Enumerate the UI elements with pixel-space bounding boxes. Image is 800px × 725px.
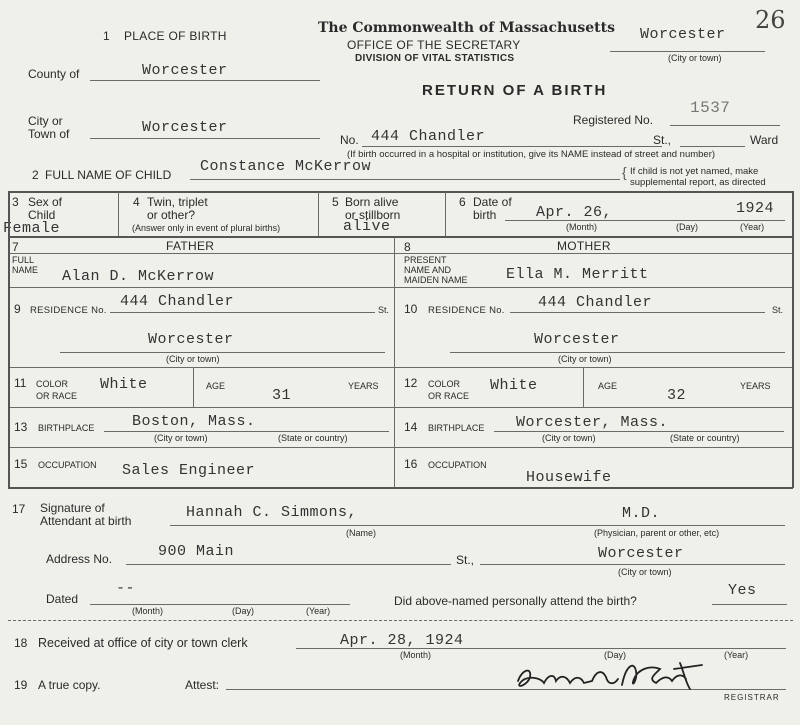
father-color-top-rule (8, 367, 394, 368)
city-line (90, 138, 320, 139)
father-occupation-value: Sales Engineer (122, 462, 256, 479)
attendant-city-value: Worcester (598, 545, 684, 562)
father-heading-rule (8, 253, 394, 254)
father-birthplace-value: Boston, Mass. (132, 413, 256, 430)
mother-occupation-value: Housewife (526, 469, 612, 486)
sex-value: Female (3, 220, 61, 237)
father-name-label: NAME (12, 265, 39, 275)
mother-maiden-label-1: NAME AND (404, 265, 452, 275)
attendant-city-line (480, 564, 785, 565)
father-name-line (8, 287, 394, 288)
field-number-3: 3 (12, 195, 19, 209)
alive-value: alive (343, 218, 391, 235)
father-bp-cap-state: (State or country) (278, 433, 348, 443)
dated-line (90, 604, 350, 605)
field-number-14: 14 (404, 420, 418, 434)
mother-color-bottom-rule (394, 407, 793, 408)
alive-label-2: or stillborn (345, 208, 401, 222)
field-number-2: 2 (32, 168, 39, 182)
mother-residence-label: RESIDENCE No. (428, 305, 505, 316)
mother-residence-value: 444 Chandler (538, 294, 653, 311)
rule-received-top (8, 620, 793, 621)
father-st-label: St. (378, 305, 390, 315)
alive-label-1: Born alive (345, 195, 399, 209)
father-years-label: YEARS (348, 381, 379, 391)
attend-question: Did above-named personally attend the birth? (394, 594, 637, 608)
field-number-7: 7 (12, 240, 19, 254)
brace-mark: { (622, 164, 627, 180)
county-value: Worcester (142, 62, 228, 79)
received-cap-day: (Day) (604, 650, 626, 660)
father-full-label: FULL (12, 255, 35, 265)
father-bp-cap-city: (City or town) (154, 433, 208, 443)
attendant-label-2: Attendant at birth (40, 514, 132, 528)
mother-age-value: 32 (667, 387, 687, 404)
dated-cap-day: (Day) (232, 606, 254, 616)
grid-div-4-5 (318, 192, 319, 236)
mother-city-line (450, 352, 785, 353)
ward-label: Ward (750, 133, 779, 147)
county-line (90, 80, 320, 81)
received-value: Apr. 28, 1924 (340, 632, 464, 649)
field-number-12: 12 (404, 376, 418, 390)
mother-present-label: PRESENT (404, 255, 447, 265)
child-name-label: FULL NAME OF CHILD (45, 168, 172, 182)
mother-occupation-label: OCCUPATION (428, 460, 487, 470)
county-label: County of (28, 67, 80, 81)
street-st-label: St., (653, 133, 672, 147)
grid-top-rule (8, 191, 793, 193)
registered-label: Registered No. (573, 113, 654, 127)
field-number-15: 15 (14, 457, 28, 471)
registered-value: 1537 (690, 99, 731, 117)
father-age-label: AGE (206, 381, 226, 391)
mother-st-label: St. (772, 305, 784, 315)
office-title: OFFICE OF THE SECRETARY (347, 38, 521, 52)
attendant-label-1: Signature of (40, 501, 105, 515)
field-number-18: 18 (14, 636, 28, 650)
mother-bp-cap-city: (City or town) (542, 433, 596, 443)
division-title: DIVISION OF VITAL STATISTICS (355, 53, 515, 64)
mother-years-label: YEARS (740, 381, 771, 391)
father-name-value: Alan D. McKerrow (62, 268, 215, 285)
father-color-label-1: COLOR (36, 379, 69, 389)
registered-line (670, 125, 780, 126)
registrar-label: REGISTRAR (724, 693, 780, 702)
father-city-value: Worcester (148, 331, 234, 348)
grid-left-border (8, 191, 10, 488)
city-label-2: Town of (28, 127, 70, 141)
attendant-physician-caption: (Physician, parent or other, etc) (594, 528, 720, 538)
header-city-caption: (City or town) (668, 53, 722, 63)
mother-color-label-1: COLOR (428, 379, 461, 389)
father-occ-top-rule (8, 447, 394, 448)
ward-line (680, 146, 745, 147)
mother-maiden-label-2: MAIDEN NAME (404, 275, 468, 285)
attendant-name-caption: (Name) (346, 528, 377, 538)
attendant-city-caption: (City or town) (618, 567, 672, 577)
received-cap-year: (Year) (724, 650, 749, 660)
dated-value: -- (116, 580, 136, 597)
father-residence-value: 444 Chandler (120, 293, 235, 310)
father-residence-label: RESIDENCE No. (30, 305, 107, 316)
date-label-2: birth (473, 208, 497, 222)
field-number-11: 11 (14, 376, 27, 390)
birth-cap-day: (Day) (676, 222, 698, 232)
birth-cap-year: (Year) (740, 222, 765, 232)
grid-rule-parents (8, 236, 793, 238)
field-number-13: 13 (14, 420, 28, 434)
mother-heading: MOTHER (557, 239, 611, 253)
father-birthplace-label: BIRTHPLACE (38, 423, 95, 433)
true-copy-label: A true copy. (38, 678, 101, 692)
birth-date-line (505, 220, 785, 221)
father-age-value: 31 (272, 387, 292, 404)
mother-birthplace-label: BIRTHPLACE (428, 423, 485, 433)
field-number-19: 19 (14, 678, 28, 692)
sex-label-1: Sex of (28, 195, 63, 209)
attendant-name-value: Hannah C. Simmons, (186, 504, 358, 521)
registrar-signature (510, 655, 720, 695)
twin-note: (Answer only in event of plural births) (132, 223, 281, 233)
parents-divider (394, 237, 395, 487)
attendant-name-line (170, 525, 785, 526)
attendant-md-value: M.D. (622, 505, 661, 522)
twin-label-1: Twin, triplet (147, 195, 208, 209)
attendant-st-label: St., (456, 553, 475, 567)
grid-rule-attendant (8, 487, 793, 489)
header-city-value: Worcester (640, 26, 726, 43)
mother-color-label-2: OR RACE (428, 391, 470, 401)
field-number-17: 17 (12, 502, 26, 516)
not-named-note-1: If child is not yet named, make (630, 166, 759, 177)
street-value: 444 Chandler (371, 128, 486, 145)
header-city-line (610, 51, 765, 52)
mother-residence-line (510, 312, 765, 313)
commonwealth-title: The Commonwealth of Massachusetts (318, 20, 615, 36)
father-heading: FATHER (166, 239, 215, 253)
birth-month-day: Apr. 26, (536, 204, 613, 221)
mother-color-top-rule (394, 367, 793, 368)
birth-cap-month: (Month) (566, 222, 598, 232)
grid-div-5-6 (445, 192, 446, 236)
mother-name-line (394, 287, 793, 288)
city-label-1: City or (28, 114, 63, 128)
dated-cap-month: (Month) (132, 606, 164, 616)
place-of-birth-label: PLACE OF BIRTH (124, 29, 227, 43)
child-name-line (190, 179, 620, 180)
mother-city-caption: (City or town) (558, 354, 612, 364)
child-name-value: Constance McKerrow (200, 158, 372, 175)
date-label-1: Date of (473, 195, 512, 209)
father-residence-line (110, 312, 375, 313)
field-number-6: 6 (459, 195, 466, 209)
mother-heading-rule (394, 253, 793, 254)
not-named-note-2: supplemental report, as directed (630, 177, 766, 188)
attend-line (712, 604, 787, 605)
field-number-4: 4 (133, 195, 140, 209)
mother-birthplace-line (494, 431, 784, 432)
father-color-value: White (100, 376, 148, 393)
return-title: RETURN OF A BIRTH (422, 82, 608, 99)
street-line (362, 146, 662, 147)
attend-value: Yes (728, 582, 757, 599)
received-line (296, 648, 786, 649)
city-value: Worcester (142, 119, 228, 136)
twin-label-2: or other? (147, 208, 196, 222)
father-city-line (60, 352, 385, 353)
grid-right-border (792, 191, 794, 488)
mother-occ-top-rule (394, 447, 793, 448)
grid-div-3-4 (118, 192, 119, 236)
page-number: 26 (755, 6, 786, 34)
father-city-caption: (City or town) (166, 354, 220, 364)
mother-age-label: AGE (598, 381, 618, 391)
dated-cap-year: (Year) (306, 606, 331, 616)
received-cap-month: (Month) (400, 650, 432, 660)
field-number-9: 9 (14, 302, 21, 316)
mother-birthplace-value: Worcester, Mass. (516, 414, 669, 431)
attendant-address-value: 900 Main (158, 543, 235, 560)
attendant-address-label: Address No. (46, 552, 113, 566)
mother-color-age-div (583, 367, 584, 407)
field-number-16: 16 (404, 457, 418, 471)
hospital-note: (If birth occurred in a hospital or institution, give its NAME instead of street and number) (347, 149, 716, 160)
birth-year: 1924 (736, 200, 775, 217)
mother-name-value: Ella M. Merritt (506, 266, 649, 283)
field-number-5: 5 (332, 195, 339, 209)
attendant-address-line (126, 564, 451, 565)
mother-color-value: White (490, 377, 538, 394)
field-number-8: 8 (404, 240, 411, 254)
received-label: Received at office of city or town clerk (38, 636, 248, 650)
attest-label: Attest: (185, 678, 220, 692)
father-birthplace-line (104, 431, 389, 432)
field-number-10: 10 (404, 302, 418, 316)
father-color-label-2: OR RACE (36, 391, 78, 401)
sex-label-2: Child (28, 208, 56, 222)
field-number-1: 1 (103, 29, 110, 43)
father-occupation-label: OCCUPATION (38, 460, 97, 470)
dated-label: Dated (46, 592, 79, 606)
father-color-bottom-rule (8, 407, 394, 408)
father-color-age-div (193, 367, 194, 407)
mother-city-value: Worcester (534, 331, 620, 348)
street-no-label: No. (340, 133, 359, 147)
mother-bp-cap-state: (State or country) (670, 433, 740, 443)
